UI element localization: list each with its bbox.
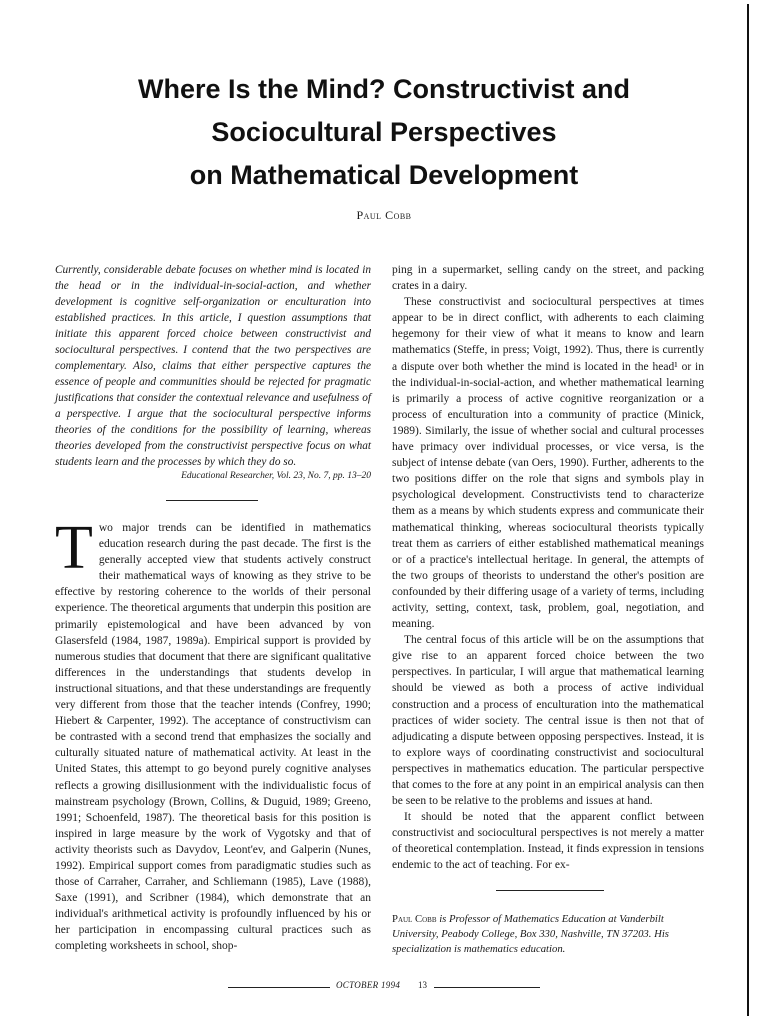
abstract-divider <box>166 500 258 501</box>
paragraph: The central focus of this article will be on the assumptions that give rise to an apparent forced choice between the two perspectives. In particular, I will argue that mathematical learning should be viewed as both a process of active individual construction and a process of enculturation into the mathematical practices of wider society. The central issue is then not that of adjudicating a dispute between opposing perspectives. Instead, it is to explore ways of coordinating constructivist and sociocultural perspectives in mathematics education. The particular perspective that comes to the fore at any point in an empirical analysis can then be seen to be relative to the problems and issues at hand. <box>392 634 704 808</box>
title-line-2: Sociocultural Perspectives <box>211 117 557 147</box>
title-line-3: on Mathematical Development <box>189 160 579 190</box>
page-number: 13 <box>418 980 427 990</box>
abstract: Currently, considerable debate focuses on whether mind is located in the head or in the individual-in-social-action, and whether development is cognitive self-organization or enculturation into established practices. In this article, I question assumptions that initiate this apparent forced choice between constructivist and sociocultural perspectives. I contend that the two perspectives are complementary. Also, claims that either perspective captures the essence of people and communities should be rejected for pragmatic justifications that consider the contextual relevance and usefulness of a perspective. I argue that the sociocultural perspective informs theories of the conditions for the possibility of learning, whereas theories developed from the constructivist perspective focus on what students learn and the processes by which they do so. <box>55 264 371 468</box>
footer-rule-right <box>434 987 540 988</box>
page-footer <box>0 980 768 994</box>
title-line-1: Where Is the Mind? Constructivist and <box>137 74 631 104</box>
author-bio <box>392 912 704 957</box>
paragraph-continuation: ping in a supermarket, selling candy on the street, and packing crates in a dairy. <box>392 264 704 293</box>
body-right-column <box>392 262 704 874</box>
bio-divider <box>496 890 604 891</box>
bio-author-name: Paul Cobb <box>392 913 437 925</box>
paragraph: These constructivist and sociocultural perspectives at times appear to be in direct conflict, with adherents to each claiming hegemony for their view of what it means to know and learn mathematics (Steffe, in press; Voigt, 1992). Thus, there is currently a dispute over both whether the mind is located in the head¹ or in the individual-in-social-action, and whether mathematical learning is primarily a process of active cognitive reorganization or a process of enculturation into a community of practice (Minick, 1989). Similarly, the issue of whether social and cultural processes have primacy over individual processes, or vice versa, is the subject of intense debate (van Oers, 1990). Further, adherents to the two positions differ on the role that signs and symbols play in psychological development. Constructivists tend to characterize them as a means by which students express and communicate their mathematical thinking, whereas sociocultural theorists typically treat them as carriers of either established mathematical meanings or of a practice's intellectual heritage. In general, the attempts of the two groups of theorists to understand the other's position are confounded by their differing usage of a variety of terms, including activity, setting, context, task, problem, goal, negotiation, and meaning. <box>392 296 704 631</box>
left-column-text: wo major trends can be identified in mathematics education research during the past decade. The first is the generally accepted view that students actively construct their mathematical ways of knowing as they strive to be effective by restoring coherence to the worlds of their personal experience. The theoretical arguments that underpin this position are primarily epistemological and have been advanced by von Glasersfeld (1984, 1987, 1989a). Empirical support is provided by numerous studies that document that there are significant qualitative differences in the understandings that students develop in instructional situations, and that these understandings are frequently very different from those that the teacher intends (Confrey, 1990; Hiebert & Carpenter, 1992). The acceptance of constructivism can be contrasted with a second trend that emphasizes the socially and culturally situated nature of mathematical activity. At least in the United States, this attempt to go beyond purely cognitive analyses reflects a growing disillusionment with the individualistic focus of mainstream psychology (Brown, Collins, & Duguid, 1989; Greeno, 1991; Schoenfeld, 1987). The theoretical basis for this position is inspired in large measure by the work of Vygotsky and that of activity theorists such as Davydov, Leont'ev, and Galperin (Nunes, 1992). Empirical support comes from paradigmatic studies such as those of Carraher, Carraher, and Schliemann (1985), Lave (1988), Saxe (1991), and Scribner (1984), which demonstrate that an individual's arithmetical activity is profoundly influenced by his or her participation in encompassing cultural practices such as completing worksheets in school, shop- <box>55 522 371 953</box>
article-title <box>60 68 708 197</box>
footer-journal-date: OCTOBER 1994 <box>336 980 401 990</box>
journal-citation: Educational Researcher, Vol. 23, No. 7, pp. 13–20 <box>181 471 371 481</box>
author-byline: Paul Cobb <box>356 208 412 222</box>
page-edge-line <box>747 4 749 1016</box>
paragraph: It should be noted that the apparent conflict between constructivist and sociocultural perspectives is not merely a matter of theoretical contemplation. Instead, it finds expression in tensions endemic to the act of teaching. For ex- <box>392 811 704 872</box>
body-left-column <box>55 514 371 955</box>
footer-rule-left <box>228 987 330 988</box>
bio-text: is Professor of Mathematics Education at Vanderbilt University, Peabody College, Box 330, Nashville, TN 37203. His specialization is mathematics education. <box>392 913 669 955</box>
dropcap-letter: T <box>55 514 93 582</box>
